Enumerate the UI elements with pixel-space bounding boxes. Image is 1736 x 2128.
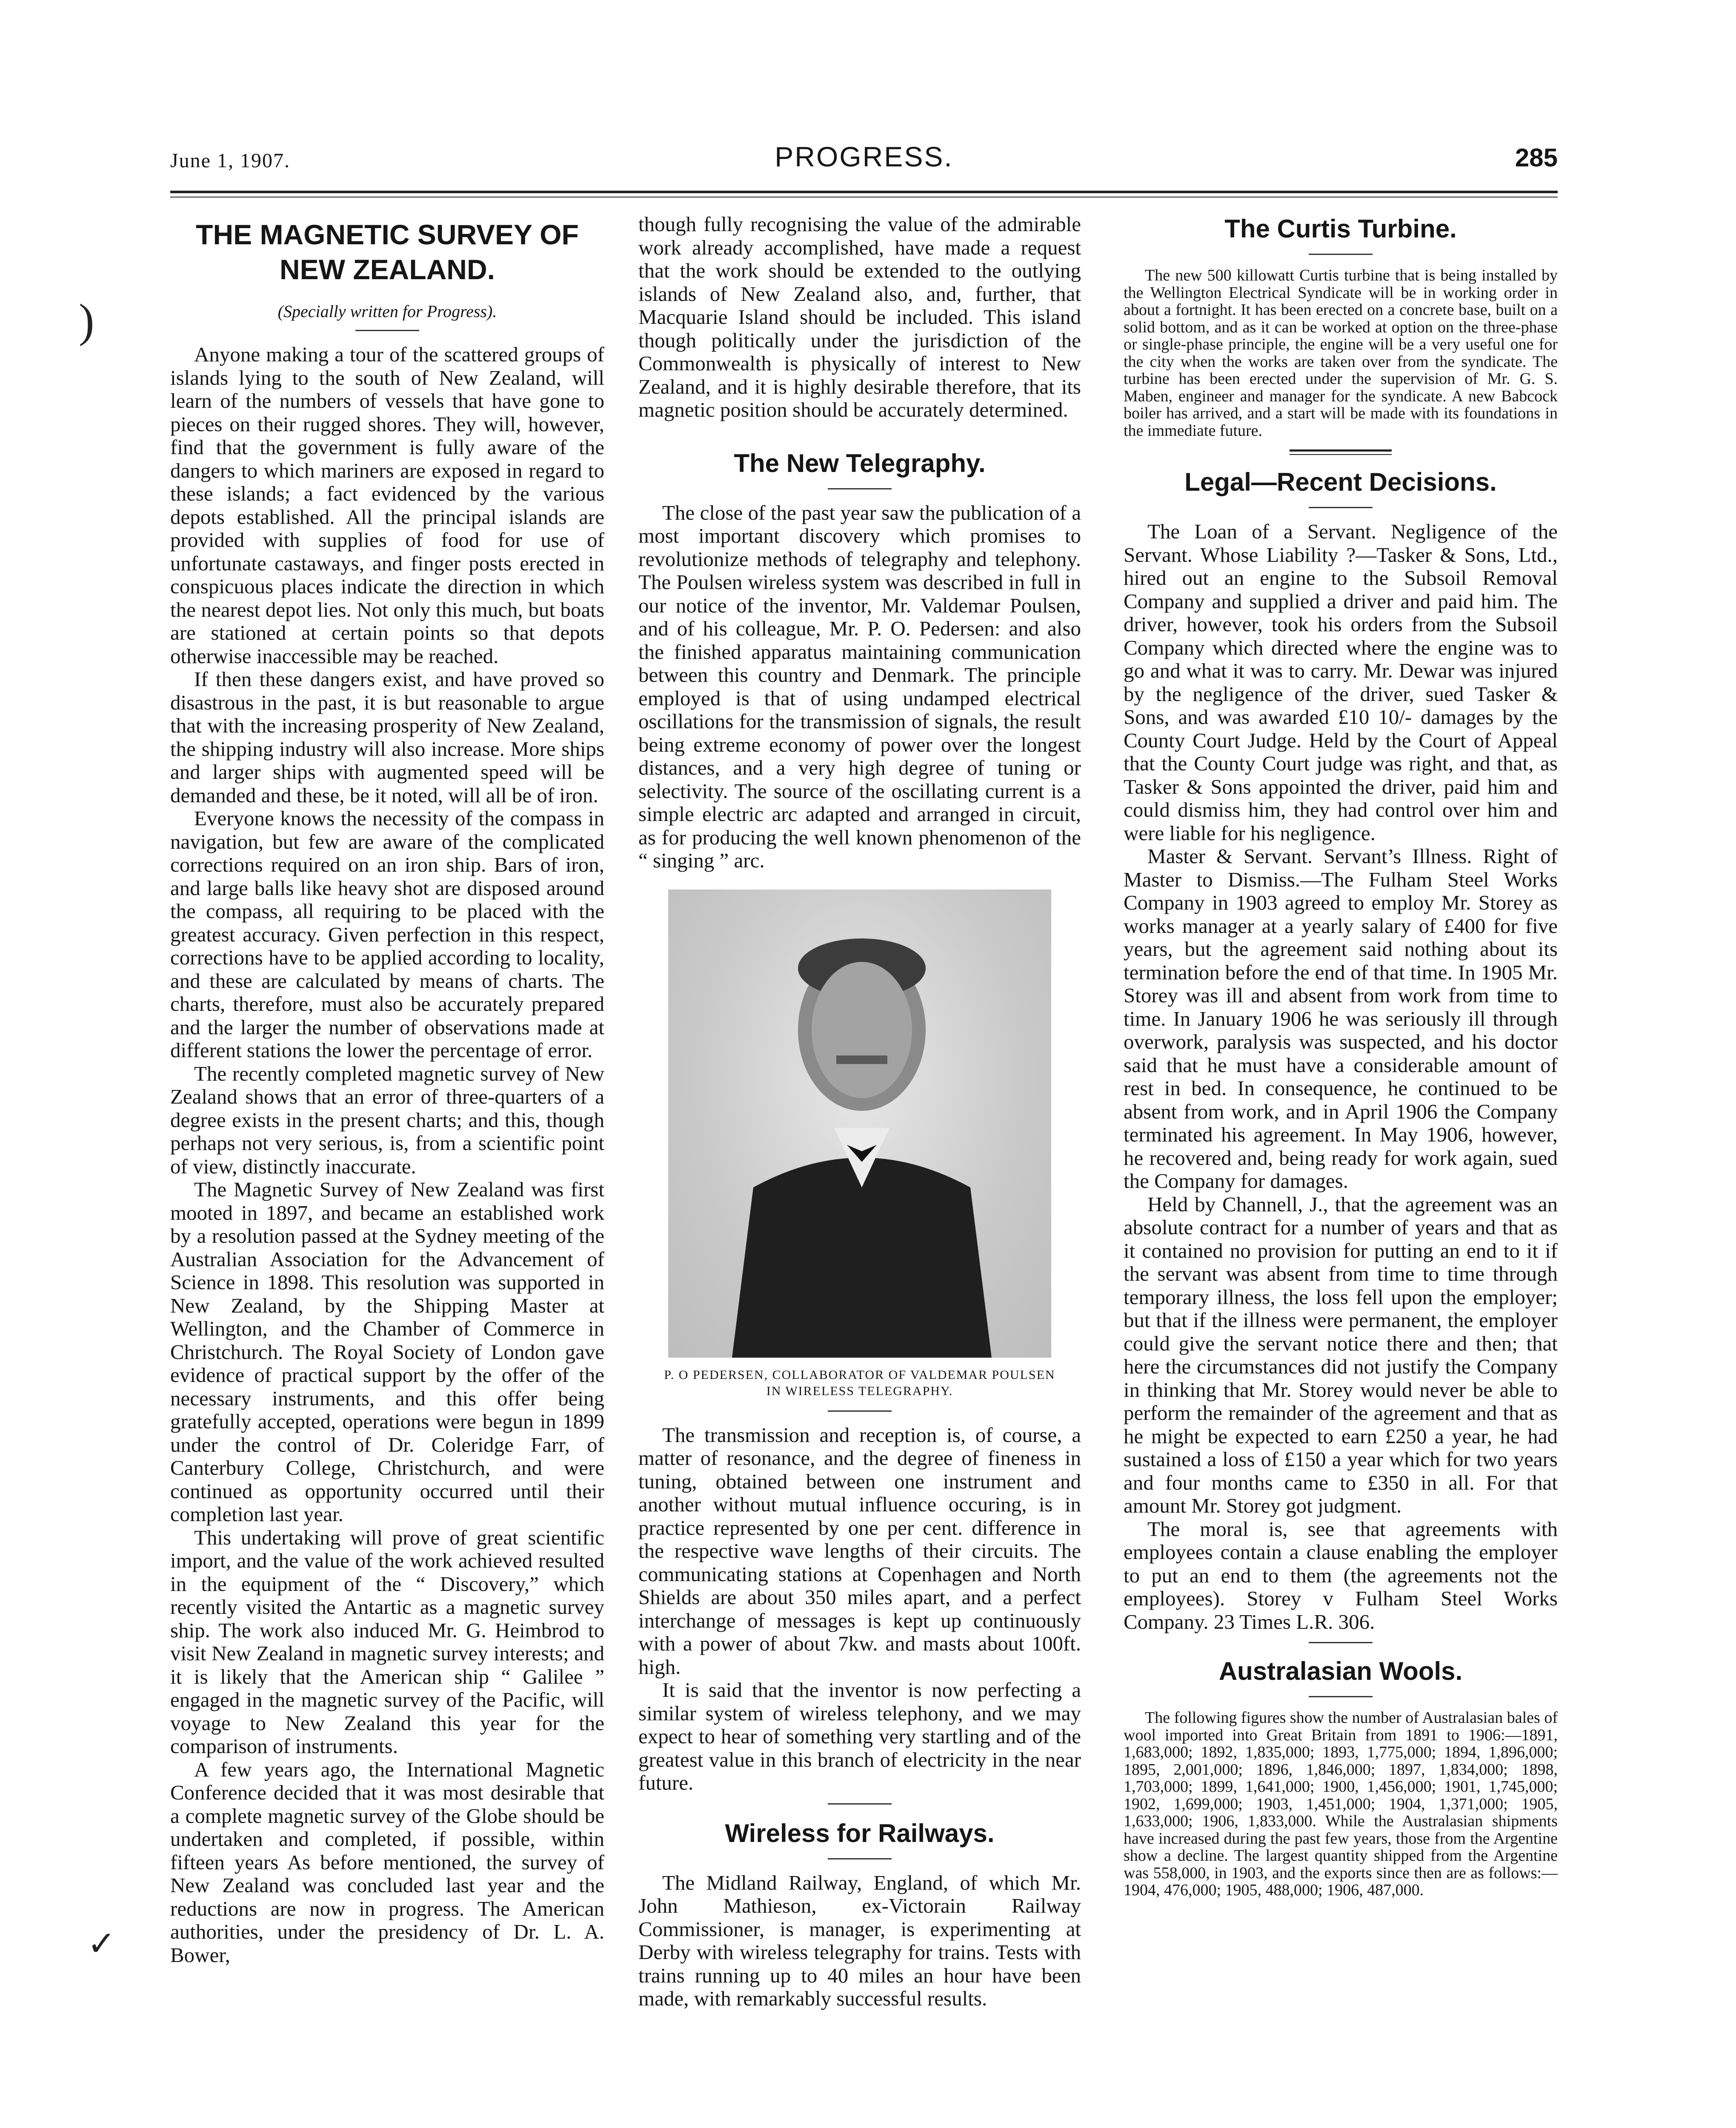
issue-date: June 1, 1907. — [170, 149, 290, 172]
margin-mark-top: ) — [79, 295, 94, 346]
section-divider — [1309, 1642, 1373, 1643]
article-paragraph: The Loan of a Servant. Negligence of the Servant. Whose Liability ?—Tasker & Sons, Ltd., hired out an engine to the Subsoil Removal Company and supplied a driver and paid him. The driver, however, took his orders from the Subsoil Company which directed where the engine was to go and what it was to carry. Mr. Dewar was injured by the negligence of the driver, sued Tasker & Sons, and was awarded £10 10/- damages by the County Court Judge. Held by the Court of Appeal that the County Court judge was right, and that, as Tasker & Sons appointed the driver, paid him and could dismiss him, they had control over him and were liable for his negligence. — [1124, 520, 1558, 845]
wools-title: Australasian Wools. — [1218, 1657, 1463, 1685]
magnetic-survey-byline: (Specially written for Progress). — [277, 302, 497, 321]
article-paragraph: The new 500 killowatt Curtis turbine that is being installed by the Wellington Electrical Syndicate will be in working order in about a fortnight. It has been erected on a concrete base, built on a solid bottom, and as it can be worked at option on the three-phase or single-phase principle, the engine will be a very useful one for the city when the works are taken over from the syndicate. The turbine has been erected under the supervision of Mr. G. S. Maben, engineer and manager for the syndicate. A new Babcock boiler has arrived, and a start will be made with its foundations in the immediate future. — [1124, 266, 1558, 440]
section-divider — [828, 488, 892, 489]
article-paragraph: The following figures show the number of Australasian bales of wool imported into Great Britain from 1891 to 1906:—1891, 1,683,000; 1892, 1,835,000; 1893, 1,775,000; 1894, 1,896,000; 1895, 2,001,000; 1896, 1,846,000; 1897, 1,834,000; 1898, 1,703,000; 1899, 1,641,000; 1900, 1,456,000; 1901, 1,745,000; 1902, 1,699,000; 1903, 1,451,000; 1904, 1,371,000; 1905, 1,633,000; 1906, 1,833,000. While the Australasian shipments have increased during the past few years, those from the Argentine show a decline. The largest quantity shipped from the Argentine was 558,000, in 1903, and the exports since then are as follows:—1904, 476,000; 1905, 488,000; 1906, 487,000. — [1124, 1709, 1558, 1899]
article-paragraph: It is said that the inventor is now perfecting a similar system of wireless telephony, and we may expect to hear of something very startling and of the greatest value in this branch of electricity in the near future. — [638, 1678, 1081, 1794]
column-1 — [170, 213, 604, 1967]
article-paragraph: The transmission and reception is, of course, a matter of resonance, and the degree of fineness in tuning, obtained between one instrument and another without mutual influence occuring, is in practice represented by one per cent. difference in the respective wave lengths of their circuits. The communicating stations at Copenhagen and North Shields are about 350 miles apart, and a perfect interchange of messages is kept up continuously with a power of about 7kw. and masts about 100ft. high. — [638, 1423, 1081, 1679]
article-paragraph: The Midland Railway, England, of which Mr. John Mathieson, ex-Victorain Railway Commissioner, is manager, is experimenting at Derby with wireless telegraphy for trains. Tests with trains running up to 40 miles an hour have been made, with remarkably successful results. — [638, 1871, 1081, 2010]
article-paragraph: A few years ago, the International Magnetic Conference decided that it was most desirable that a complete magnetic survey of the Globe should be undertaken and completed, if possible, within fifteen years As before mentioned, the survey of New Zealand was concluded last year and the reductions are now in progress. The American authorities, under the presidency of Dr. L. A. Bower, — [170, 1757, 604, 1967]
article-paragraph: The moral is, see that agreements with employees contain a clause enabling the employer to put an end to them (the agreements not the employees). Storey v Fulham Steel Works Company. 23 Times L.R. 306. — [1124, 1517, 1558, 1633]
curtis-turbine-title: The Curtis Turbine. — [1224, 215, 1457, 243]
section-divider — [828, 1803, 892, 1805]
column-3 — [1124, 213, 1558, 1899]
page-number: 285 — [1515, 143, 1558, 172]
portrait-illustration — [668, 890, 1051, 1358]
article-paragraph: The recently completed magnetic survey of New Zealand shows that an error of three-quarters of a degree exists in the present charts; and this, though perhaps not very serious, is, from a scientific point of view, distinctly inaccurate. — [170, 1061, 604, 1178]
section-divider — [828, 1858, 892, 1859]
article-paragraph: The close of the past year saw the publication of a most important discovery which promises to revolutionize methods of telegraphy and telephony. The Poulsen wireless system was described in full in our notice of the inventor, Mr. Valdemar Poulsen, and of his colleague, Mr. P. O. Pedersen: and also the finished apparatus maintaining communication between this country and Denmark. The principle employed is that of using undamped electrical oscillations for the transmission of signals, the result being extreme economy of power over the longest distances, and a very high degree of tuning or selectivity. The source of the oscillating current is a simple electric arc adapted and arranged in circuit, as for producing the well known phenomenon of the “ singing ” arc. — [638, 501, 1081, 872]
article-paragraph-continued: though fully recognising the value of the admirable work already accomplished, have made a request that the work should be extended to the outlying islands of New Zealand also, and, further, that Macquarie Island should be included. This island though politically under the jurisdiction of the Commonwealth is physically of interest to New Zealand, and it is highly desirable therefore, that its magnetic position should be accurately determined. — [638, 212, 1081, 421]
article-paragraph: Master & Servant. Servant’s Illness. Right of Master to Dismiss.—The Fulham Steel Works Company in 1903 agreed to employ Mr. Storey as works manager at a yearly salary of £400 for five years, but the agreement said nothing about its termination before the end of that time. In 1905 Mr. Storey was ill and absent from work from time to time. In January 1906 he was seriously ill through overwork, paralysis was suspected, and his doctor said that he must have a considerable amount of rest in bed. In consequence, he continued to be absent from work, and in April 1906 the Company terminated his agreement. In May 1906, however, he recovered and, being ready for work again, sued the Company for damages. — [1124, 844, 1558, 1193]
section-divider — [355, 330, 419, 331]
section-divider-double — [1290, 449, 1392, 455]
article-paragraph: Everyone knows the necessity of the compass in navigation, but few are aware of the complicated corrections required on an iron ship. Bars of iron, and large balls like heavy shot are disposed around the compass, all requiring to be placed with the greatest accuracy. Given perfection in this respect, corrections have to be applied according to locality, and these are calculated by means of charts. The charts, therefore, must also be accurately prepared and the larger the number of observations made at different stations the lower the percentage of error. — [170, 807, 604, 1062]
article-paragraph: If then these dangers exist, and have proved so disastrous in the past, it is but reasonable to argue that with the increasing prosperity of New Zealand, the shipping industry will also increase. More ships and larger ships with augmented speed will be demanded and these, be it noted, will all be of iron. — [170, 667, 604, 807]
column-2 — [638, 213, 1081, 2011]
magnetic-survey-title: THE MAGNETIC SURVEY OF NEW ZEALAND. — [196, 219, 579, 285]
section-divider — [828, 1410, 892, 1412]
article-paragraph: The Magnetic Survey of New Zealand was first mooted in 1897, and became an established work by a resolution passed at the Sydney meeting of the Australian Association for the Advancement of Science in 1898. This resolution was supported in New Zealand, by the Shipping Master at Wellington, and the Chamber of Commerce in Christchurch. The Royal Society of London gave evidence of practical support by the offer of the necessary instruments, and this offer being gratefully accepted, operations were begun in 1899 under the control of Dr. Coleridge Farr, of Canterbury College, Christchurch, and were continued as opportunity occurred until their completion last year. — [170, 1178, 604, 1526]
article-paragraph: Held by Channell, J., that the agreement was an absolute contract for a number of years and that as it contained no provision for putting an end to it if the servant was absent from time to time through temporary illness, the loss fell upon the employer; but that if the illness were permanent, the employer could give the servant notice there and then; that here the circumstances did not justify the Company in thinking that Mr. Storey would never be able to perform the remainder of the agreement and that as he might be expected to earn £250 a year, he had sustained a loss of £150 a year which for two years and four months came to £350 in all. For that amount Mr. Storey got judgment. — [1124, 1192, 1558, 1517]
wireless-railways-title: Wireless for Railways. — [725, 1819, 995, 1848]
section-divider — [1309, 1696, 1373, 1697]
page-header — [170, 140, 1558, 192]
section-divider — [1309, 507, 1373, 508]
margin-mark-bottom: ✓ — [87, 1925, 116, 1963]
article-paragraph: Anyone making a tour of the scattered groups of islands lying to the south of New Zealand, will learn of the numbers of vessels that have gone to pieces on their rugged shores. They will, however, find that the government is fully aware of the dangers to which mariners are exposed in regard to these islands; a fact evidenced by the various depots established. All the principal islands are provided with supplies of food for use of unfortunate castaways, and finger posts erected in conspicuous places indicate the direction in which the nearest depot lies. Not only this much, but boats are stationed at certain points so that depots otherwise inaccessible may be reached. — [170, 343, 604, 668]
publication-title: PROGRESS. — [775, 141, 953, 172]
article-paragraph: This undertaking will prove of great scientific import, and the value of the work achieved resulted in the equipment of the “ Discovery,” which recently visited the Antartic as a magnetic survey ship. The work also induced Mr. G. Heimbrod to visit New Zealand in magnetic survey interests; and it is likely that the American ship “ Galilee ” engaged in the magnetic survey of the Pacific, will voyage to New Zealand this year for the comparison of instruments. — [170, 1525, 604, 1758]
header-rule-thick — [170, 191, 1558, 193]
portrait-photo — [668, 890, 1051, 1358]
new-telegraphy-title: The New Telegraphy. — [734, 449, 986, 478]
section-divider — [1309, 254, 1373, 255]
legal-title: Legal—Recent Decisions. — [1184, 468, 1497, 496]
photo-caption: P. O PEDERSEN, COLLABORATOR OF VALDEMAR POULSEN IN WIRELESS TELEGRAPHY. — [664, 1367, 1055, 1398]
